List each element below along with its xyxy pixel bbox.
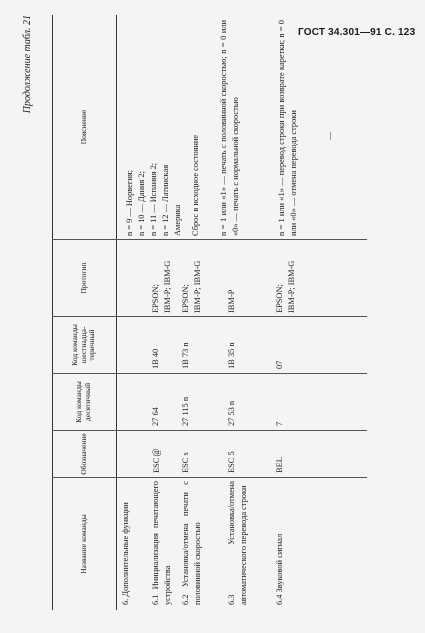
column-header-code: Обозначение — [78, 433, 88, 475]
column-divider — [52, 316, 367, 317]
row-6-3-proto: IBM-P — [227, 289, 236, 313]
row-6-4-name: 6.4 Звуковой сигнал — [275, 533, 284, 605]
column-divider — [52, 373, 367, 374]
table-top-rule — [52, 15, 53, 610]
row-6-1-hex: 1B 40 — [151, 348, 160, 369]
row-6-4-proto-cont: IBM-P; IBM-G — [287, 260, 296, 313]
column-header-name: Название команды — [78, 514, 88, 574]
note-norway: n = 9 — Норвегия; — [125, 170, 134, 236]
column-header-hex: Код команды шестнадца-теричный — [70, 324, 97, 366]
column-header-prototype: Прототип — [78, 262, 88, 294]
column-header-dec: Код команды десятичный — [74, 381, 92, 423]
row-6-2-code: ESC s — [181, 452, 190, 473]
row-6-4-code: BEL — [275, 457, 284, 473]
note-latin-america-cont: Америка — [173, 204, 182, 236]
row-6-1-name: 6.1 Инициализация печатающего устройства — [151, 481, 172, 605]
row-6-1-proto: EPSON; — [151, 284, 160, 313]
row-6-1-proto-cont: IBM-P; IBM-G — [163, 260, 172, 313]
note-latin-america: n = 12 — Латинская — [161, 164, 170, 236]
row-6-3-note: n = 1 или «1» — перевод строки при возврате каретки; n = 0 или «0» — отмена перевода строки — [277, 20, 298, 236]
note-spain: n = 11 — Испания 2; — [149, 162, 158, 236]
row-6-1-code — [150, 448, 163, 473]
row-6-4-hex: 07 — [275, 360, 284, 369]
row-6-4-dec: 7 — [275, 421, 284, 426]
section-6-title: 6. Дополнительные функции — [121, 502, 130, 605]
row-6-4-note: — — [325, 131, 334, 140]
row-6-4-proto: EPSON; — [275, 284, 284, 313]
header-bottom-rule — [116, 15, 117, 610]
rotated-table-page — [22, 15, 367, 610]
row-6-2-name: 6.2 Установка/отмена печати с половинной скоростью — [181, 481, 202, 605]
row-6-3-dec: 27 53 n — [227, 400, 236, 426]
row-6-3-code: ESC 5 — [227, 451, 236, 473]
row-6-2-proto-cont: IBM-P; IBM-G — [193, 260, 202, 313]
page-header: ГОСТ 34.301—91 С. 123 — [298, 27, 416, 38]
row-6-2-note: n = 1 или «1» — печать с половинной скоростью; n = 0 или «0» — печать с нормальной скоростью — [219, 20, 240, 236]
note-denmark: n = 10 — Дания 2; — [137, 171, 146, 236]
table-caption: Продолжение табл. 21 — [22, 15, 33, 114]
row-6-2-hex: 1B 73 n — [181, 342, 190, 369]
row-6-3-hex: 1B 35 n — [227, 342, 236, 369]
column-header-note: Пояснение — [78, 109, 88, 145]
row-6-1-code-text: ESC — [152, 457, 161, 473]
row-6-1-dec: 27 64 — [151, 407, 160, 426]
row-6-1-note: Сброс в исходное состояние — [191, 134, 200, 236]
row-6-2-proto: EPSON; — [181, 284, 190, 313]
row-6-1-code-symbol: @ — [151, 448, 161, 457]
row-6-2-dec: 27 115 n — [181, 396, 190, 426]
row-6-3-name: 6.3 Установка/отмена автоматического перевода строки — [227, 481, 248, 605]
